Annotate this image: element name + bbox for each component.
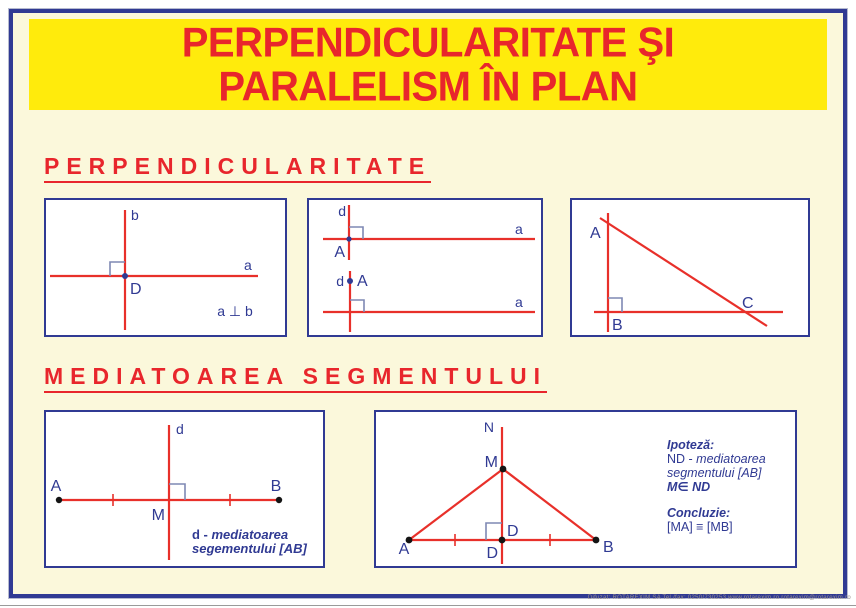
right-angle-icon-bottom — [350, 300, 364, 312]
diagram-mediatoarea-theorem — [374, 410, 797, 568]
concluzie-label: Concluzie: — [667, 506, 731, 520]
ipoteza-membership: M∈ ND — [667, 480, 711, 494]
label-point-a-top: A — [334, 244, 345, 261]
point-m-dot — [500, 466, 507, 473]
label-d-upper: D — [507, 523, 519, 540]
hypothesis-block — [667, 438, 789, 534]
title-band — [29, 19, 827, 110]
right-angle-icon — [608, 298, 622, 312]
label-a-top: a — [515, 221, 523, 237]
label-d: d — [176, 421, 184, 437]
label-a-bottom: a — [515, 294, 523, 310]
ipoteza-line2: segmentului [AB] — [667, 466, 762, 480]
diagram-mediatoarea-simple — [44, 410, 325, 568]
label-n: N — [483, 419, 494, 435]
label-point-a: A — [50, 478, 62, 495]
section-heading-mediatoarea: MEDIATOAREA SEGMENTULUI — [44, 363, 547, 393]
right-angle-icon — [169, 484, 185, 500]
diagram4-caption — [192, 528, 322, 556]
label-a: A — [398, 541, 410, 558]
label-d-top: d — [338, 203, 346, 219]
label-point-a-bottom: A — [357, 273, 368, 290]
label-d-bottom: d — [336, 273, 344, 289]
page-edge-line — [0, 605, 856, 606]
right-angle-icon — [110, 262, 125, 276]
point-b-dot — [276, 497, 282, 503]
label-point-m: M — [151, 507, 165, 524]
right-angle-icon-top — [349, 227, 363, 239]
caption-line2: segementului [AB] — [192, 541, 307, 556]
point-a-dot-bottom — [347, 278, 353, 284]
relation-a-perp-b: a ⊥ b — [217, 303, 253, 319]
label-line-a: a — [244, 257, 252, 273]
diagram-perpendicular-through-point — [307, 198, 543, 337]
label-m: M — [484, 454, 498, 471]
point-b-dot — [593, 537, 600, 544]
diagram3-canvas — [572, 200, 808, 335]
ipoteza-line1: ND - mediatoarea — [667, 452, 766, 466]
label-point-d: D — [130, 281, 142, 298]
diagram2-canvas — [309, 200, 541, 335]
section-heading-perpendicularitate: PERPENDICULARITATE — [44, 153, 431, 183]
point-d-dot — [499, 537, 506, 544]
poster-title-line2: PARALELISM ÎN PLAN — [218, 64, 638, 110]
caption-line1 — [192, 528, 322, 542]
point-a-dot-top — [346, 236, 351, 241]
poster-board — [9, 9, 847, 598]
label-point-b: B — [270, 478, 282, 495]
footer-credits: Difuzat: ROTAREXIM SA Tel./fax: 0250/730253 www.rotarexim.ro rotarexim@rotarexim.ro — [587, 595, 851, 601]
point-d-dot — [122, 273, 128, 279]
label-line-b: b — [131, 207, 139, 223]
segment-ma — [409, 469, 503, 540]
label-point-a: A — [590, 225, 601, 242]
point-a-dot — [56, 497, 62, 503]
right-angle-icon — [486, 523, 502, 540]
diagram-oblique-and-perpendicular — [570, 198, 810, 337]
diagram1-canvas — [46, 200, 285, 335]
poster-title-line1: PERPENDICULARITATE ŞI — [181, 20, 675, 66]
concluzie-value: [MA] ≡ [MB] — [667, 520, 733, 534]
label-d-lower: D — [486, 545, 498, 562]
label-b: B — [603, 539, 614, 556]
diagram-perpendicular-lines-ab — [44, 198, 287, 337]
ipoteza-label: Ipoteză: — [667, 438, 715, 452]
caption-prefix: d - — [192, 527, 212, 542]
label-point-c: C — [742, 295, 754, 312]
label-point-b: B — [612, 317, 623, 334]
caption-word: mediatoarea — [211, 527, 289, 542]
